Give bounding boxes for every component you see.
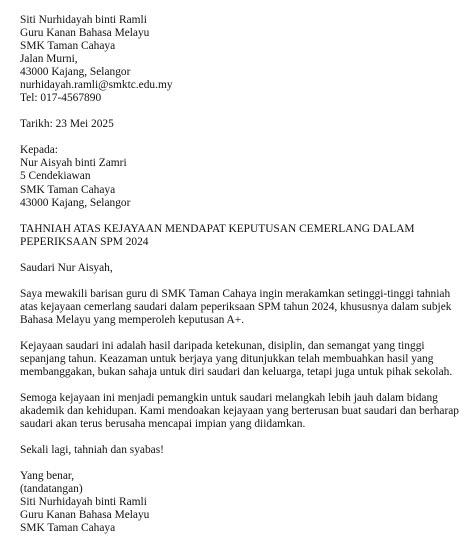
recipient-address: 43000 Kajang, Selangor	[20, 196, 131, 209]
recipient-name: Nur Aisyah binti Zamri	[20, 157, 127, 170]
letter	[20, 14, 460, 535]
paragraph-line: Kejayaan saudari ini adalah hasil daripada ketekunan, disiplin, dan semangat yang tinggi	[20, 339, 425, 352]
body-paragraph-4: Sekali lagi, tahniah dan syabas!	[20, 444, 164, 457]
signature-placeholder: (tandatangan)	[20, 483, 83, 496]
paragraph-line: atas kejayaan cemerlang saudari dalam peperiksaan SPM tahun 2024, khususnya dalam subjek	[20, 300, 452, 313]
sender-school: SMK Taman Cahaya	[20, 40, 116, 53]
spacer	[20, 105, 460, 118]
letter-date: Tarikh: 23 Mei 2025	[20, 118, 114, 131]
sender-block	[20, 14, 460, 105]
subject-heading	[20, 223, 460, 249]
paragraph-line: Bahasa Melayu yang memperoleh keputusan A+.	[20, 313, 245, 326]
valediction: Yang benar,	[20, 470, 75, 483]
recipient-block	[20, 144, 460, 209]
spacer	[20, 131, 460, 144]
spacer	[20, 275, 460, 288]
sender-name: Siti Nurhidayah binti Ramli	[20, 14, 147, 26]
spacer	[20, 327, 460, 340]
body-paragraph-2	[20, 339, 453, 379]
sender-phone: Tel: 017-4567890	[20, 92, 102, 105]
closing-school: SMK Taman Cahaya	[20, 522, 116, 535]
paragraph-line: Semoga kejayaan ini menjadi pemangkin untuk saudari melangkah lebih jauh dalam bidang	[20, 392, 438, 405]
paragraph-line: saudari akan terus berusaha mencapai impian yang diidamkan.	[20, 418, 306, 431]
body-paragraph-1	[20, 287, 452, 327]
paragraph-line: sepanjang tahun. Keazaman untuk berjaya yang ditunjukkan telah membuahkan hasil yang	[20, 352, 434, 365]
salutation: Saudari Nur Aisyah,	[20, 261, 113, 274]
sender-email: nurhidayah.ramli@smktc.edu.my	[20, 79, 173, 92]
recipient-label: Kepada:	[20, 144, 58, 157]
sender-address-line-2: 43000 Kajang, Selangor	[20, 66, 131, 79]
spacer	[20, 431, 460, 444]
recipient-class: 5 Cendekiawan	[20, 170, 91, 183]
subject-line-1: TAHNIAH ATAS KEJAYAAN MENDAPAT KEPUTUSAN CEMERLANG DALAM	[20, 222, 415, 235]
closing-position: Guru Kanan Bahasa Melayu	[20, 509, 150, 522]
sender-position: Guru Kanan Bahasa Melayu	[20, 27, 150, 40]
closing-name: Siti Nurhidayah binti Ramli	[20, 496, 147, 509]
recipient-school: SMK Taman Cahaya	[20, 183, 116, 196]
body-paragraph-3	[20, 392, 459, 431]
closing-block	[20, 470, 460, 535]
paragraph-line: akademik dan kehidupan. Kami mendoakan kejayaan yang berterusan buat saudari dan berharap	[20, 405, 459, 418]
spacer	[20, 210, 460, 223]
subject-line-2: PEPERIKSAAN SPM 2024	[20, 235, 149, 248]
spacer	[20, 249, 460, 262]
paragraph-line: Saya mewakili barisan guru di SMK Taman Cahaya ingin merakamkan setinggi-tinggi tahniah	[20, 287, 451, 300]
spacer	[20, 379, 460, 392]
spacer	[20, 457, 460, 470]
paragraph-line: membanggakan, bukan sahaja untuk diri saudari dan keluarga, tetapi juga untuk pihak sekolah.	[20, 365, 453, 378]
sender-address-line-1: Jalan Murni,	[20, 53, 78, 66]
